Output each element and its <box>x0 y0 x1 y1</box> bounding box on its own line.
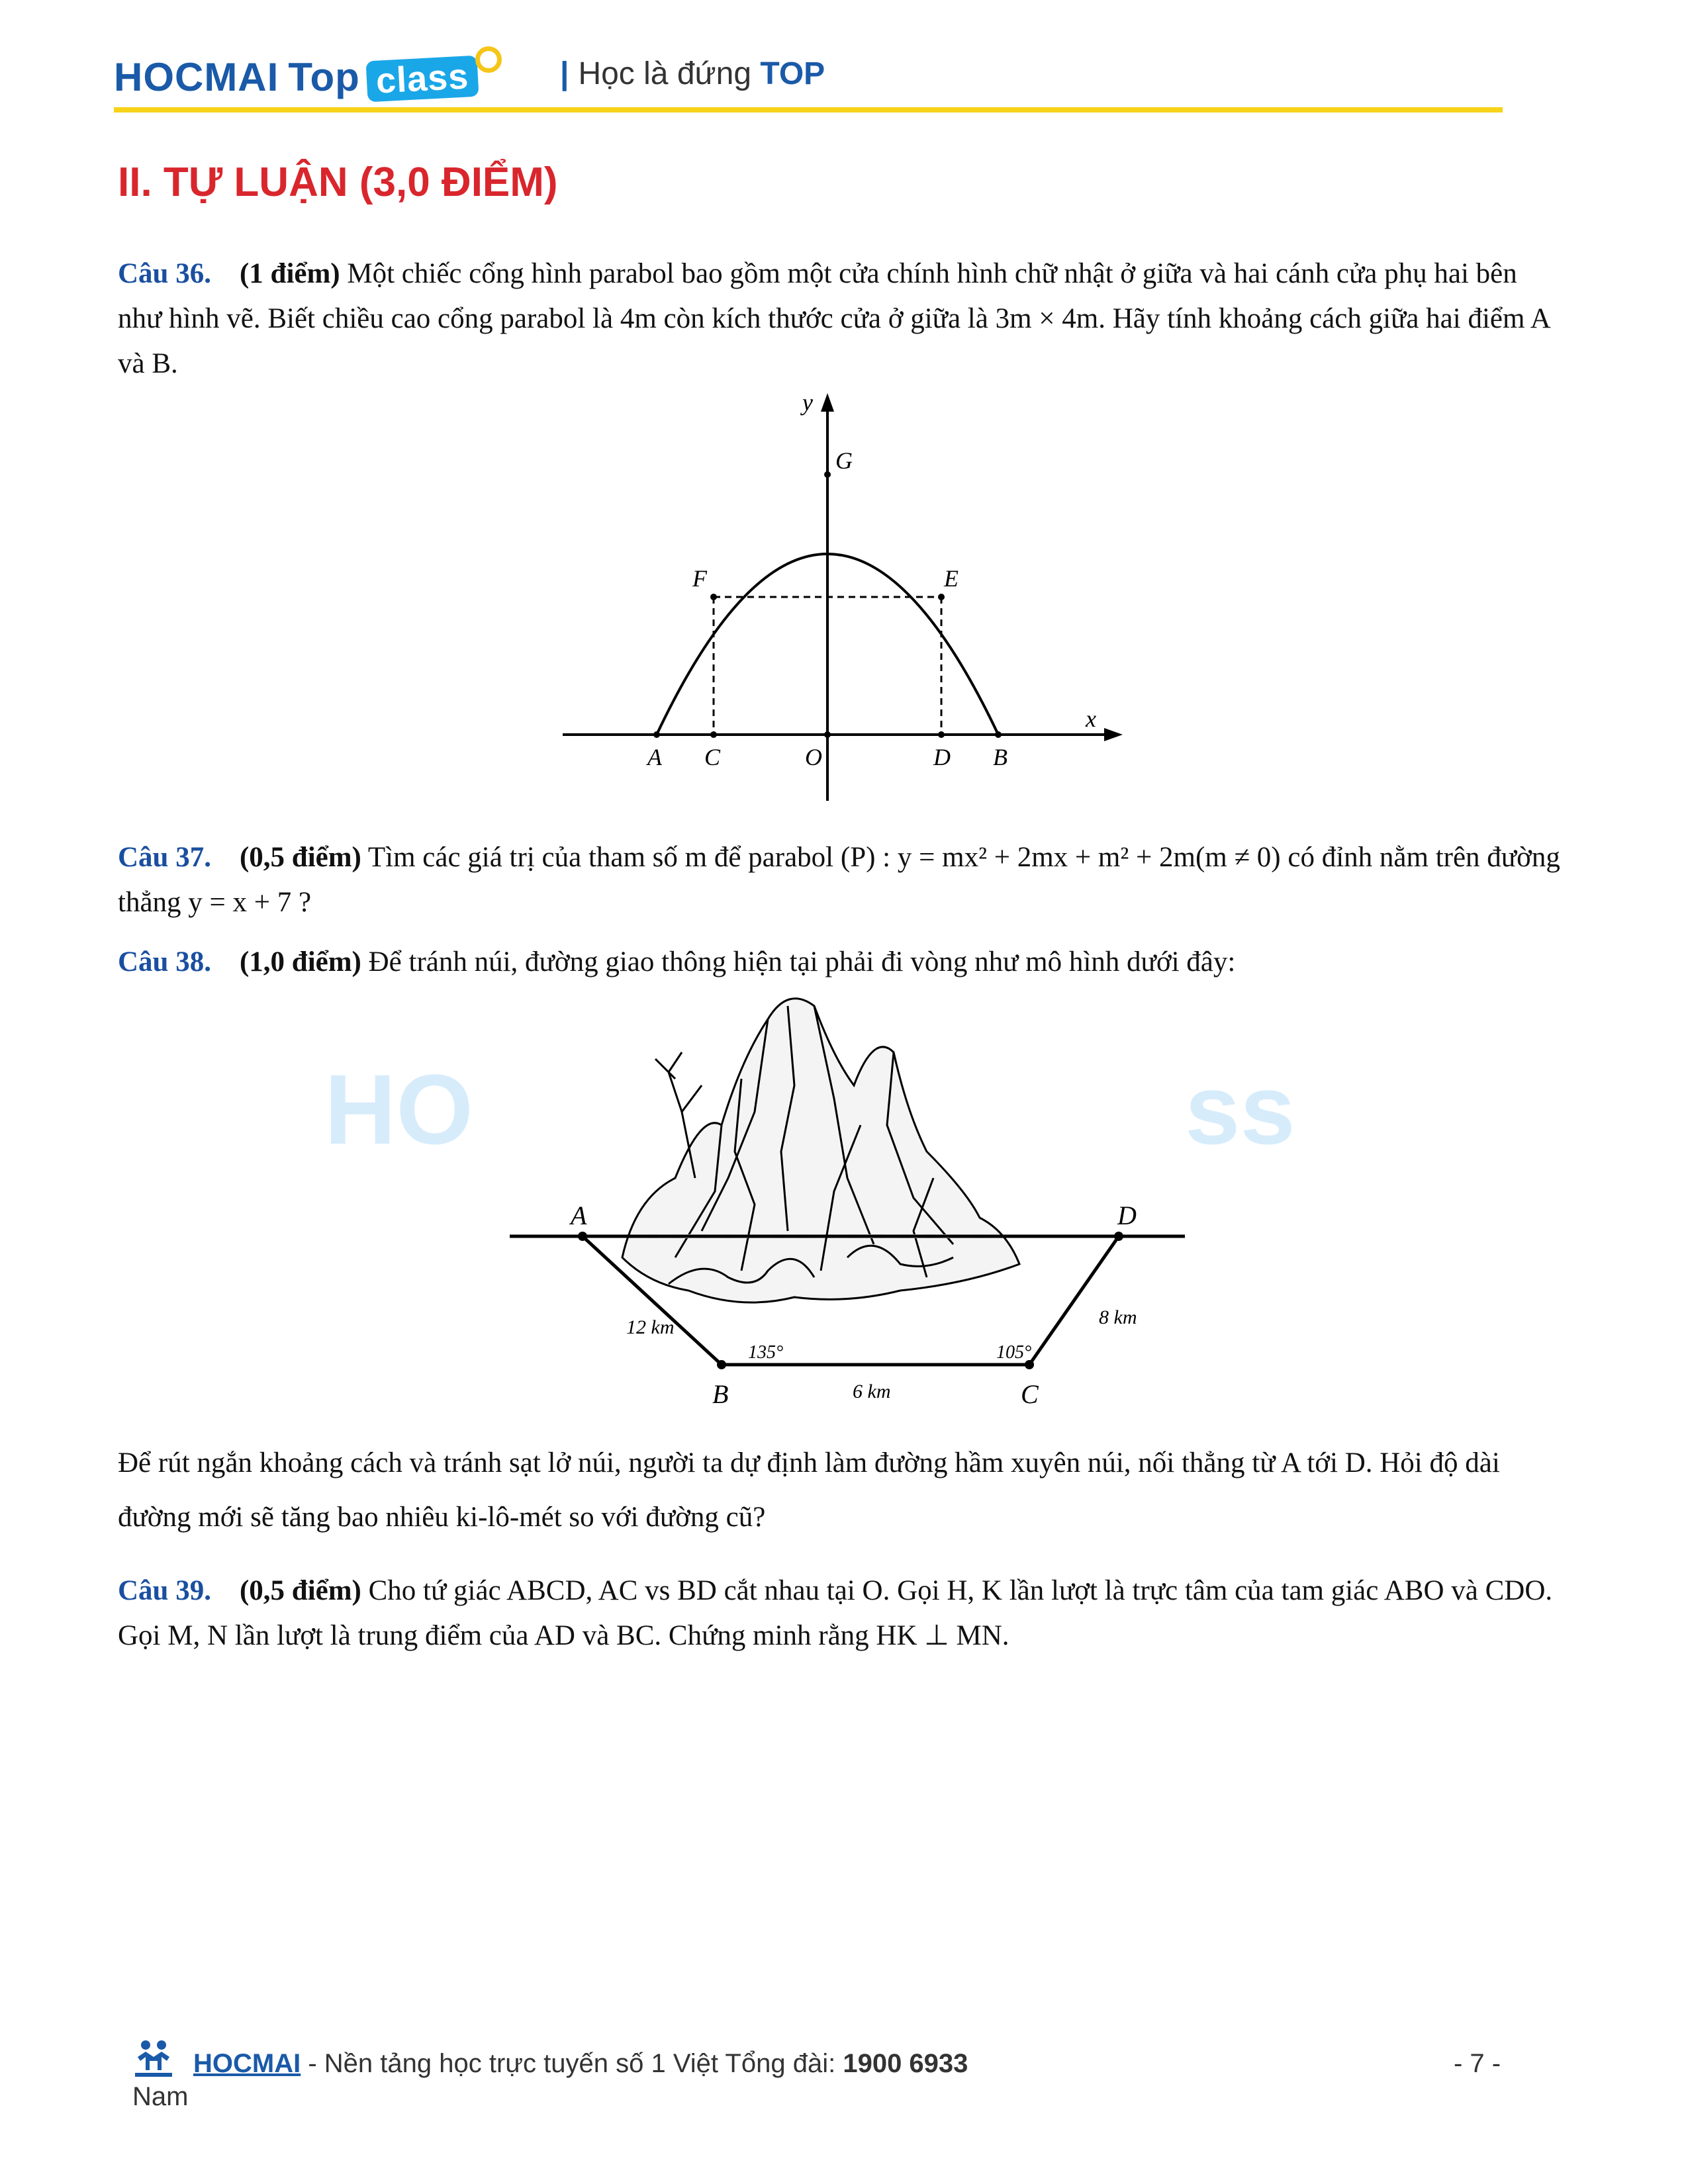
question-39 <box>118 1569 1568 1659</box>
label-angle-b: 135° <box>748 1342 784 1363</box>
label-c: C <box>704 744 721 770</box>
point-a <box>653 731 660 738</box>
hocmai-people-icon <box>132 2037 175 2079</box>
label-angle-c: 105° <box>996 1342 1032 1363</box>
label-b: B <box>993 744 1008 770</box>
label-bc-length: 6 km <box>853 1381 891 1402</box>
label-a: A <box>647 744 662 770</box>
label-ab-length: 12 km <box>626 1316 675 1338</box>
q37-points: (0,5 điểm) <box>239 842 361 873</box>
point-o <box>824 731 831 738</box>
label-o: O <box>805 744 822 770</box>
mountain-illustration <box>622 999 1019 1302</box>
watermark-right: ss <box>1185 1054 1295 1165</box>
section-title: II. TỰ LUẬN (3,0 ĐIỂM) <box>118 159 558 205</box>
label-e: E <box>944 565 959 592</box>
question-38-followup: Để rút ngắn khoảng cách và tránh sạt lở núi, người ta dự định làm đường hầm xuyên núi, nối thẳng từ A tới D. Hỏi độ dài đường mới sẽ tăng bao nhiêu ki-lô-mét so với đường cũ? <box>118 1447 1500 1533</box>
mountain-road-figure <box>503 979 1192 1430</box>
point-g <box>824 471 831 478</box>
label-f: F <box>692 565 707 592</box>
label-a: A <box>571 1201 587 1230</box>
tagline: | Học là đứng TOP <box>560 56 825 91</box>
footer-desc: - Nền tảng học trực tuyến số 1 Việt Tổng đài: <box>301 2049 843 2078</box>
q36-text: Một chiếc cổng hình parabol bao gồm một cửa chính hình chữ nhật ở giữa và hai cánh cửa phụ hai bên như hình vẽ. Biết chiều cao cổng parabol là 4m còn kích thước cửa ở giữa là 3m × 4m. Hãy tính khoảng cách giữa hai điểm A và B. <box>118 258 1550 379</box>
footer-brand[interactable]: HOCMAI <box>193 2049 301 2078</box>
point-f <box>710 594 717 600</box>
sun-icon <box>475 46 502 73</box>
point-e <box>938 594 945 600</box>
label-y: y <box>802 390 813 416</box>
q39-text: Cho tứ giác ABCD, AC vs BD cắt nhau tại O. Gọi H, K lần lượt là trực tâm của tam giác ABO và CDO. Gọi M, N lần lượt là trung điểm của AD và BC. Chứng minh rằng HK ⊥ MN. <box>118 1575 1553 1651</box>
q38-label: Câu 38. <box>118 946 211 978</box>
watermark-left: HO <box>324 1054 473 1165</box>
q37-text: Tìm các giá trị của tham số m để parabol (P) : y = mx² + 2mx + m² + 2m(m ≠ 0) có đỉnh nằm trên đường thẳng y = x + 7 ? <box>118 842 1560 918</box>
header-divider <box>114 107 1503 113</box>
logo-top: Top <box>288 55 360 99</box>
x-arrow-icon <box>1104 728 1123 741</box>
q38-points: (1,0 điểm) <box>239 946 361 978</box>
parabol-gate-figure <box>563 390 1132 801</box>
label-cd-length: 8 km <box>1099 1306 1137 1328</box>
page-number: - 7 - <box>1454 2049 1501 2078</box>
q38-text: Để tránh núi, đường giao thông hiện tại phải đi vòng như mô hình dưới đây: <box>368 946 1236 978</box>
q36-label: Câu 36. <box>118 258 211 289</box>
q39-points: (0,5 điểm) <box>239 1575 361 1606</box>
point-b <box>995 731 1002 738</box>
question-38 <box>118 940 1568 985</box>
logo-class: class <box>365 56 479 103</box>
tagline-bold: TOP <box>760 56 825 91</box>
q37-label: Câu 37. <box>118 842 211 873</box>
question-37 <box>118 835 1568 925</box>
label-x: x <box>1086 705 1096 732</box>
hocmai-topclass-logo <box>114 54 478 100</box>
y-arrow-icon <box>821 393 834 412</box>
point-d <box>938 731 945 738</box>
footer-wrap: Nam <box>132 2082 189 2111</box>
label-d: D <box>933 744 951 770</box>
footer-hotline: 1900 6933 <box>843 2049 968 2078</box>
question-36 <box>118 251 1568 387</box>
point-a <box>578 1232 587 1241</box>
label-g: G <box>835 447 853 474</box>
point-d <box>1114 1232 1123 1241</box>
logo-main: HOCMAI <box>114 55 279 99</box>
label-c: C <box>1021 1379 1039 1409</box>
q36-points: (1 điểm) <box>239 258 340 289</box>
tagline-text: Học là đứng <box>578 56 752 91</box>
label-b: B <box>712 1379 729 1409</box>
point-c <box>710 731 717 738</box>
point-b <box>717 1360 726 1369</box>
q39-label: Câu 39. <box>118 1575 211 1606</box>
label-d: D <box>1117 1201 1137 1230</box>
footer-text <box>193 2049 968 2079</box>
